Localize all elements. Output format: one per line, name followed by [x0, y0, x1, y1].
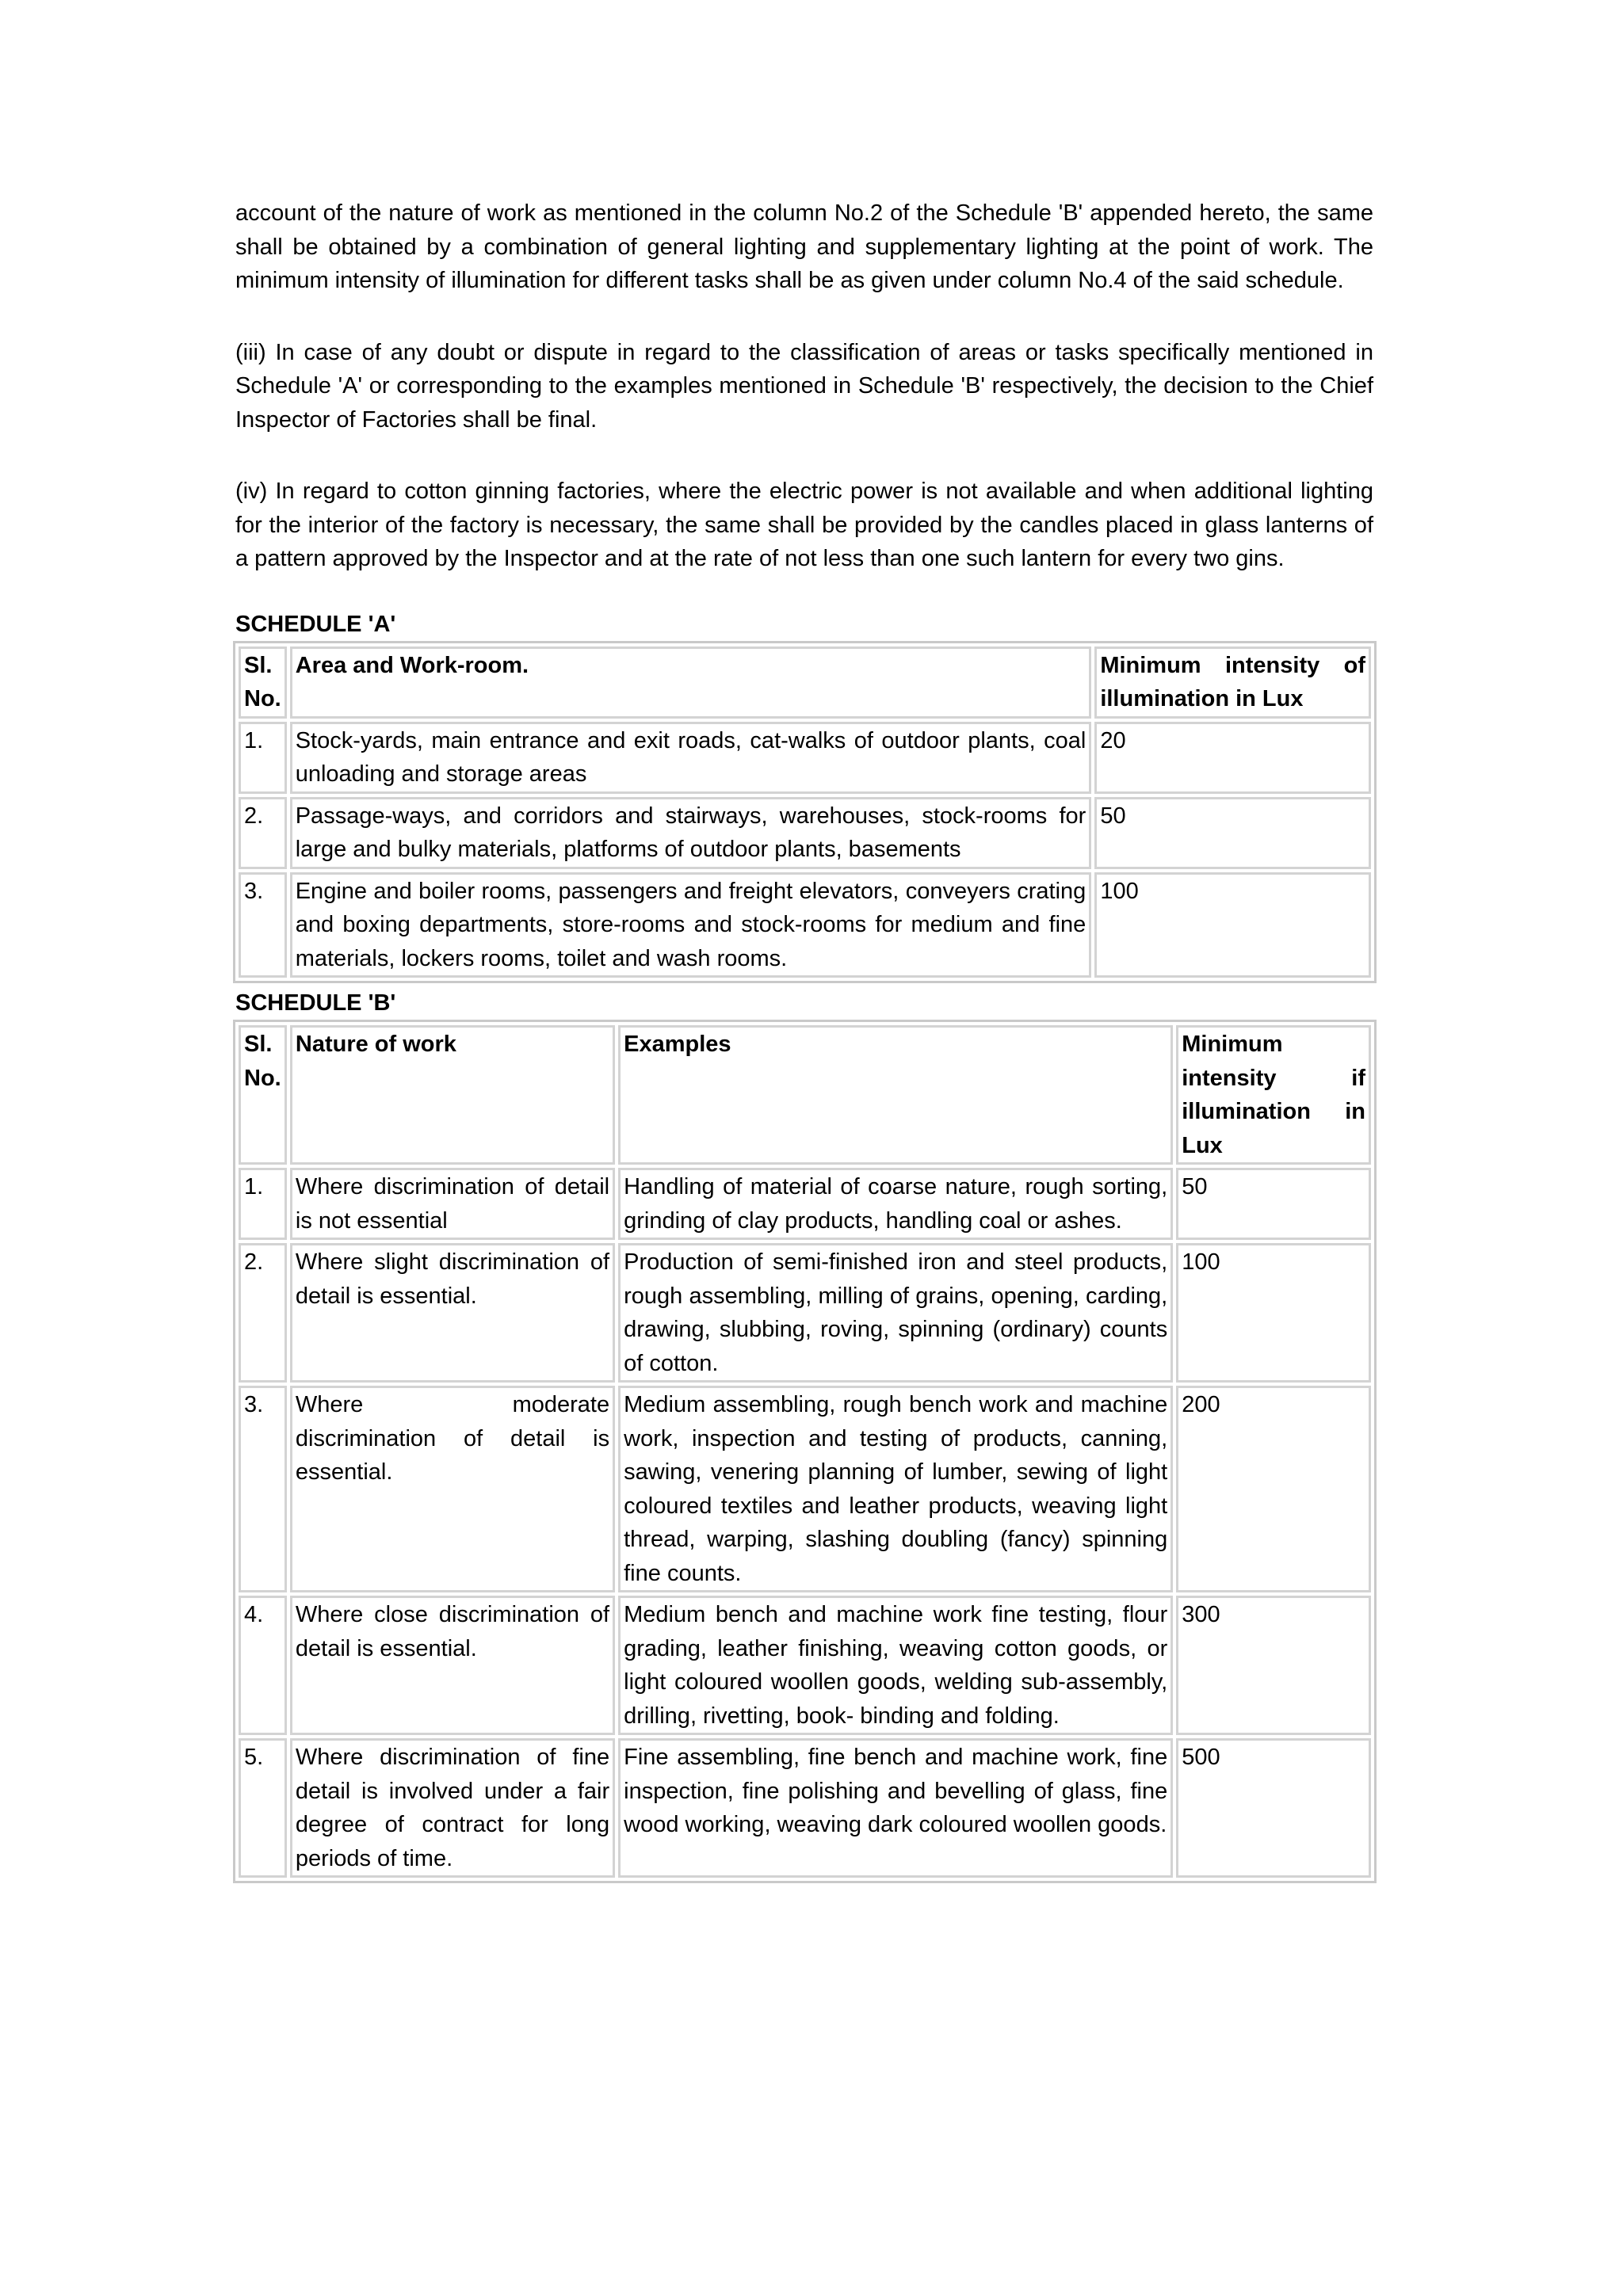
table-cell: 4.: [239, 1596, 287, 1735]
table-cell: 50: [1176, 1168, 1371, 1240]
schedule-b-table: [233, 1020, 1377, 1883]
table-cell: Production of semi-finished iron and steel products, rough assembling, milling of grains, opening, carding, drawing, slubbing, roving, spinning (ordinary) counts of cotton.: [618, 1243, 1173, 1383]
table-cell: Passage-ways, and corridors and stairways, warehouses, stock-rooms for large and bulky materials, platforms of outdoor plants, basements: [290, 797, 1092, 869]
table-cell: 100: [1176, 1243, 1371, 1383]
table-cell: 100: [1094, 872, 1371, 978]
table-cell: 500: [1176, 1738, 1371, 1878]
table-row: [239, 1596, 1371, 1735]
paragraph-general-lighting: account of the nature of work as mentioned in the column No.2 of the Schedule 'B' appended hereto, the same shall be obtained by a combination of general lighting and supplementary lighting at the point of work. The minimum intensity of illumination for different tasks shall be as given under column No.4 of the said schedule.: [235, 200, 1373, 293]
header-cell: Nature of work: [290, 1025, 615, 1165]
table-cell: 50: [1094, 797, 1371, 869]
table-row: [239, 797, 1371, 869]
table-row: [239, 722, 1371, 794]
table-cell: Where discrimination of fine detail is involved under a fair degree of contract for long periods of time.: [290, 1738, 615, 1878]
table-cell: Stock-yards, main entrance and exit roads, cat-walks of outdoor plants, coal unloading and storage areas: [290, 722, 1092, 794]
table-row: [239, 872, 1371, 978]
table-row: [239, 1168, 1371, 1240]
document-page: [235, 196, 1373, 1883]
table-cell: Where discrimination of detail is not essential: [290, 1168, 615, 1240]
table-cell: Medium assembling, rough bench work and machine work, inspection and testing of products, canning, sawing, venering planning of lumber, sewing of light coloured textiles and leather products, weaving light thread, warping, slashing doubling (fancy) spinning fine counts.: [618, 1386, 1173, 1592]
table-cell: Engine and boiler rooms, passengers and freight elevators, conveyers crating and boxing departments, store-rooms and stock-rooms for medium and fine materials, lockers rooms, toilet and wash rooms.: [290, 872, 1092, 978]
table-cell: Where slight discrimination of detail is essential.: [290, 1243, 615, 1383]
table-cell: 1.: [239, 1168, 287, 1240]
schedule-a-title: SCHEDULE 'A': [235, 611, 396, 637]
table-cell: 1.: [239, 722, 287, 794]
table-cell: Medium bench and machine work fine testing, flour grading, leather finishing, weaving cotton goods, or light coloured woollen goods, welding sub-assembly, drilling, rivetting, book- binding and folding.: [618, 1596, 1173, 1735]
header-cell: Sl. No.: [239, 1025, 287, 1165]
table-row: [239, 1243, 1371, 1383]
table-row: [239, 1386, 1371, 1592]
table-cell: Handling of material of coarse nature, rough sorting, grinding of clay products, handling coal or ashes.: [618, 1168, 1173, 1240]
paragraph-iii-dispute: (iii) In case of any doubt or dispute in regard to the classification of areas or tasks specifically mentioned in Schedule 'A' or corresponding to the examples mentioned in Schedule 'B' respectively, the decision to the Chief Inspector of Factories shall be final.: [235, 339, 1373, 433]
table-cell: 3.: [239, 872, 287, 978]
header-cell: Minimum intensity of illumination in Lux: [1094, 646, 1371, 719]
header-cell: Examples: [618, 1025, 1173, 1165]
table-cell: 300: [1176, 1596, 1371, 1735]
table-cell: 5.: [239, 1738, 287, 1878]
table-cell: 200: [1176, 1386, 1371, 1592]
schedule-a-table: [233, 641, 1377, 984]
table-cell: Where close discrimination of detail is essential.: [290, 1596, 615, 1735]
table-cell: Where moderate discrimination of detail is essential.: [290, 1386, 615, 1592]
header-cell: Sl. No.: [239, 646, 287, 719]
table-cell: 2.: [239, 797, 287, 869]
table-row: [239, 1738, 1371, 1878]
schedule-b-title: SCHEDULE 'B': [235, 990, 396, 1016]
table-header-row: [239, 1025, 1371, 1165]
header-cell: Area and Work-room.: [290, 646, 1092, 719]
table-cell: 2.: [239, 1243, 287, 1383]
table-cell: 3.: [239, 1386, 287, 1592]
header-cell: Minimum intensity if illumination in Lux: [1176, 1025, 1371, 1165]
table-cell: 20: [1094, 722, 1371, 794]
table-cell: Fine assembling, fine bench and machine work, fine inspection, fine polishing and bevelling of glass, fine wood working, weaving dark coloured woollen goods.: [618, 1738, 1173, 1878]
table-header-row: [239, 646, 1371, 719]
paragraph-iv-cotton-ginning: (iv) In regard to cotton ginning factories, where the electric power is not available and when additional lighting for the interior of the factory is necessary, the same shall be provided by the candles placed in glass lanterns of a pattern approved by the Inspector and at the rate of not less than one such lantern for every two gins.: [235, 479, 1373, 571]
